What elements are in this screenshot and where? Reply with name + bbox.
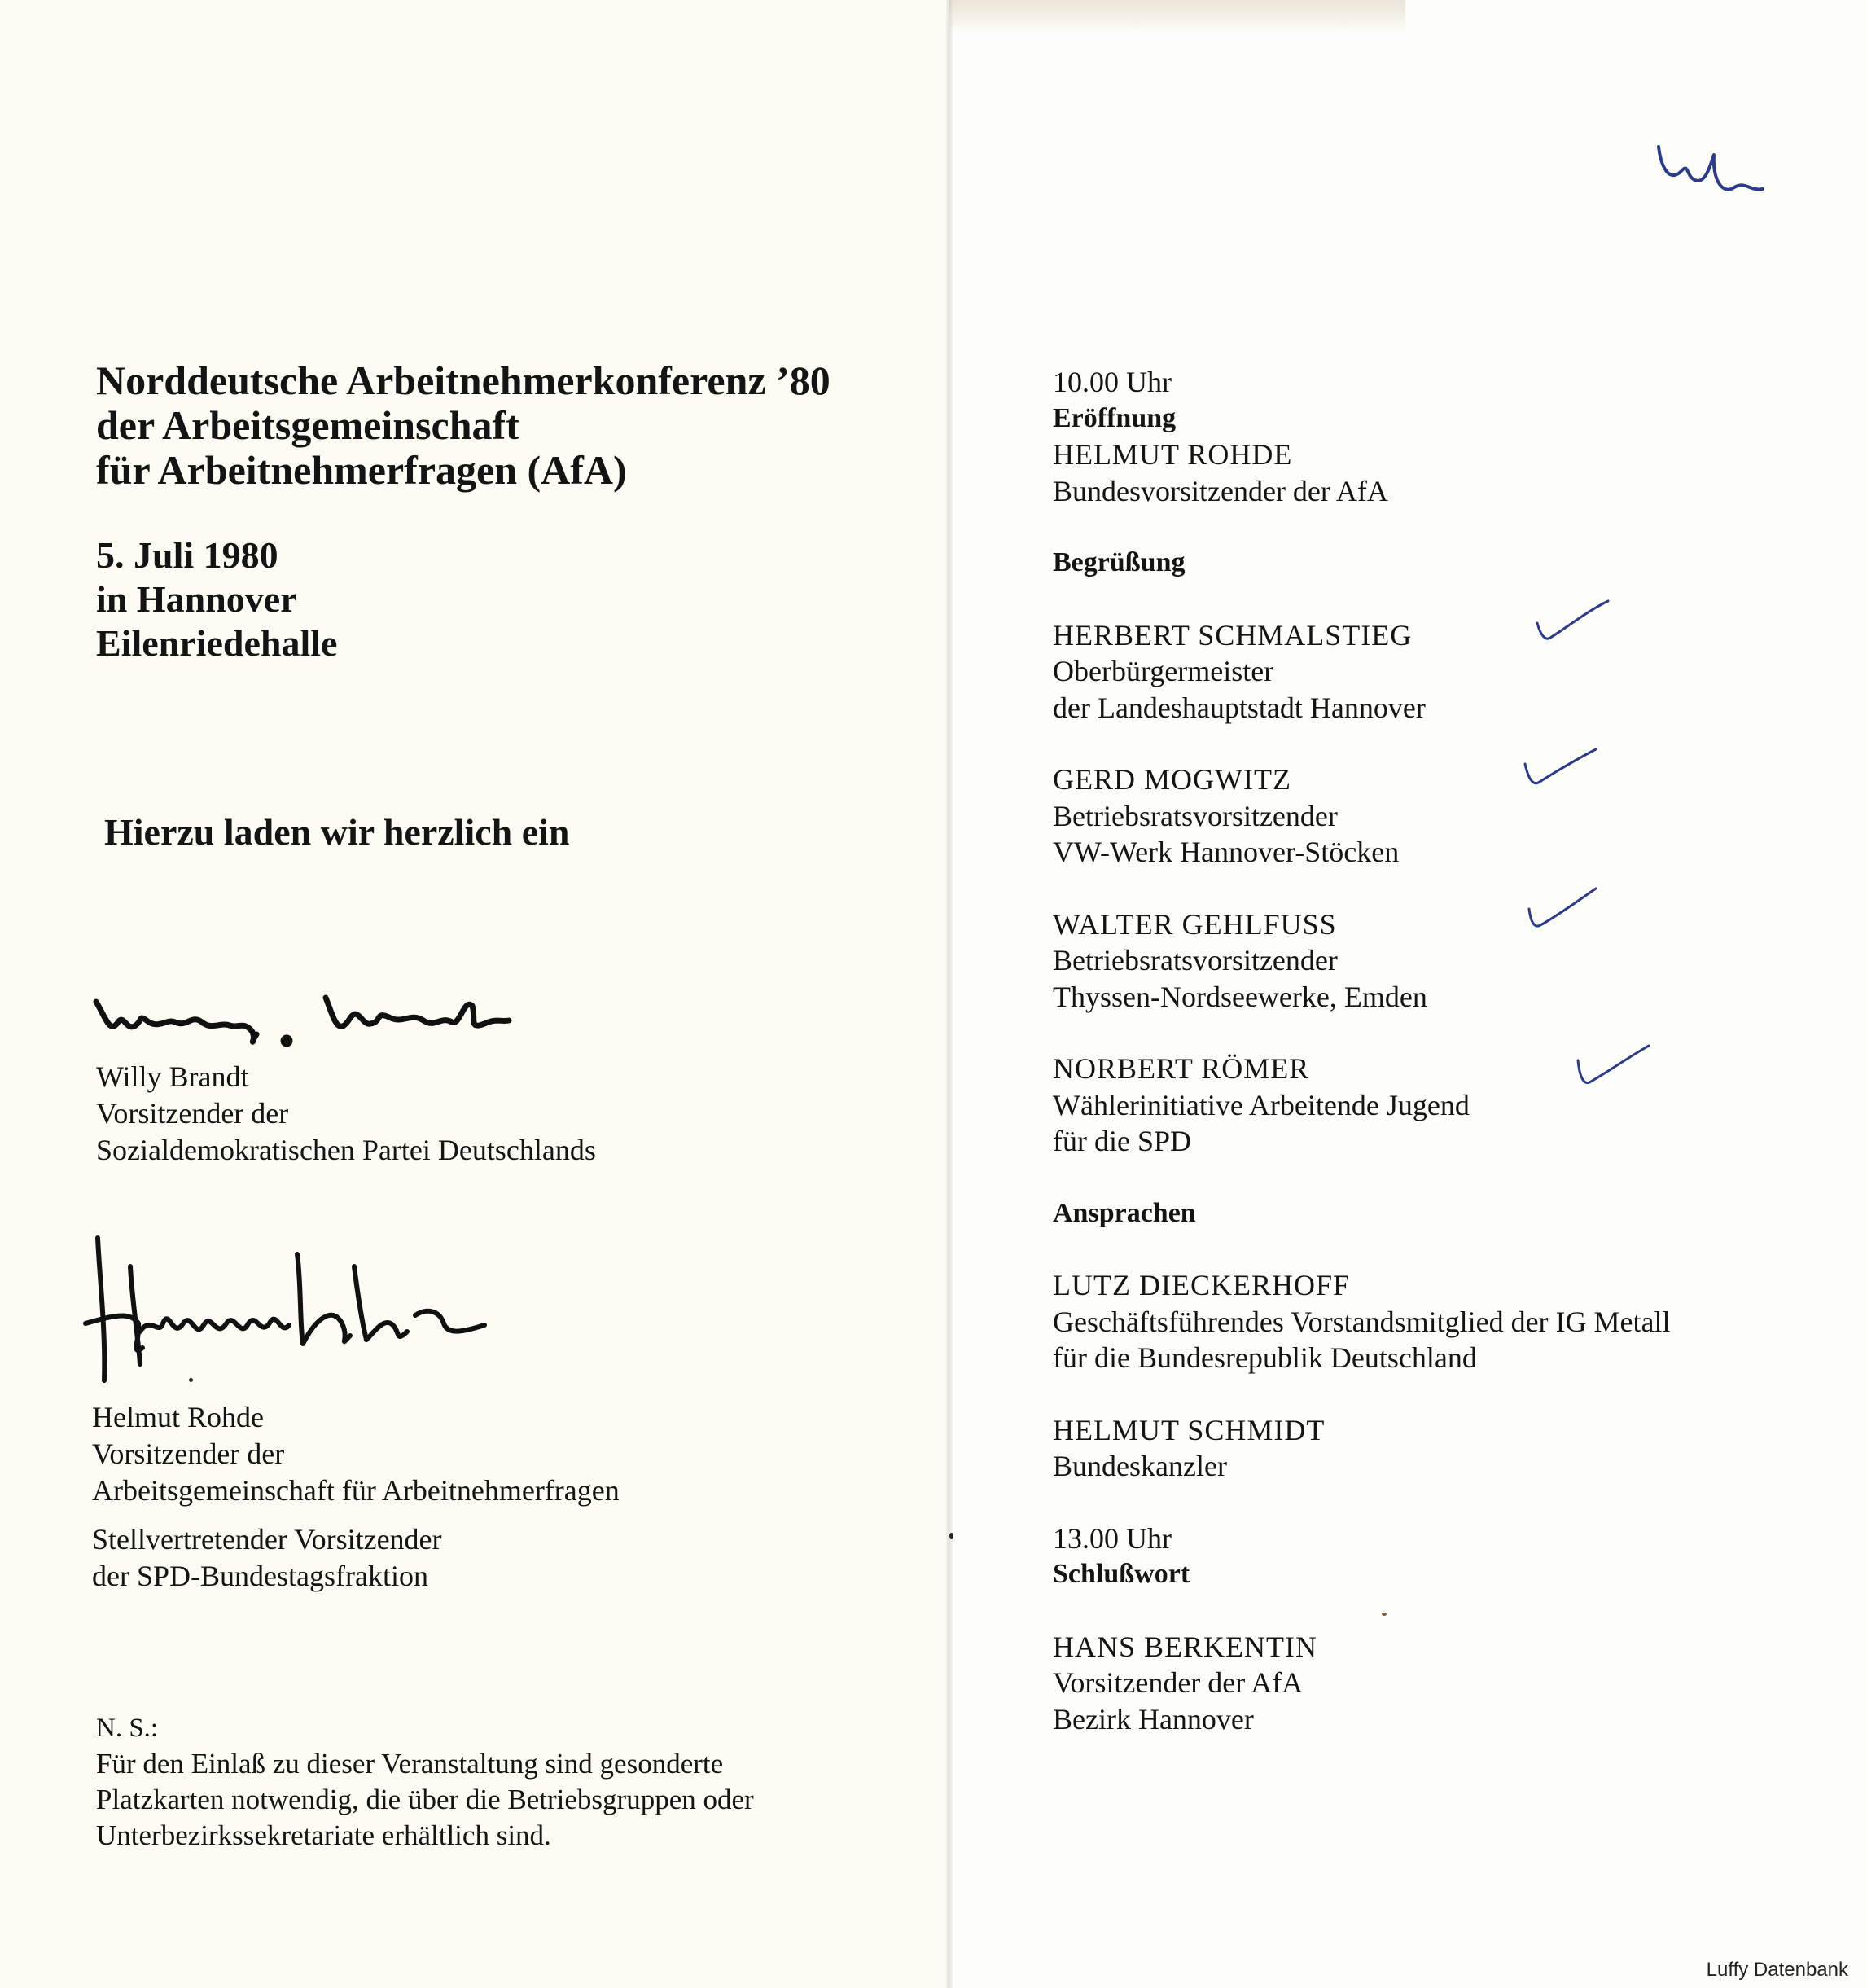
speaker-role: für die Bundesrepublik Deutschland	[1053, 1341, 1477, 1374]
admission-note	[96, 1710, 754, 1854]
signatory-2-role: Vorsitzender der	[92, 1437, 285, 1470]
speaker-name: NORBERT RÖMER	[1053, 1052, 1310, 1085]
event-date: 5. Juli 1980	[96, 534, 278, 576]
event-date-location	[96, 533, 337, 665]
section-heading-speeches: Ansprachen	[1053, 1197, 1196, 1228]
speaker-role: VW-Werk Hannover-Stöcken	[1053, 836, 1400, 868]
speaker-role: Wählerinitiative Arbeitende Jugend	[1053, 1088, 1470, 1121]
speaker-role: Thyssen-Nordseewerke, Emden	[1053, 980, 1427, 1013]
note-line: Für den Einlaß zu dieser Veranstaltung sind gesonderte	[96, 1748, 724, 1780]
paper-speck	[1382, 1613, 1387, 1616]
event-city: in Hannover	[96, 578, 297, 620]
speaker-role: für die SPD	[1053, 1125, 1191, 1157]
section-heading-closing: Schlußwort	[1053, 1559, 1190, 1589]
speaker-role: Oberbürgermeister	[1053, 655, 1274, 687]
signatory-1-role: Vorsitzender der	[96, 1097, 289, 1130]
page-fold	[946, 0, 953, 1988]
invitation-text: Hierzu laden wir herzlich ein	[104, 811, 570, 853]
signatory-2-role: Stellvertretender Vorsitzender	[92, 1523, 442, 1556]
paper-stain	[949, 0, 1405, 33]
speaker-name: GERD MOGWITZ	[1053, 763, 1291, 796]
event-venue: Eilenriedehalle	[96, 622, 338, 664]
note-line: Platzkarten notwendig, die über die Betriebsgruppen oder	[96, 1784, 754, 1815]
signatory-2-block	[92, 1399, 620, 1509]
speaker-role: Vorsitzender der AfA	[1053, 1666, 1304, 1699]
section-heading-opening: Eröffnung	[1053, 402, 1177, 433]
title-line: Norddeutsche Arbeitnehmerkonferenz ’80	[96, 358, 831, 403]
speaker-role: der Landeshauptstadt Hannover	[1053, 691, 1426, 724]
speaker-role: Betriebsratsvorsitzender	[1053, 944, 1338, 976]
speaker-name: HELMUT ROHDE	[1053, 438, 1293, 471]
note-label: N. S.:	[96, 1714, 159, 1743]
check-mark-icon	[1571, 1044, 1653, 1093]
speaker-name: HELMUT SCHMIDT	[1053, 1413, 1326, 1446]
conference-title	[96, 358, 831, 493]
title-line: für Arbeitnehmerfragen (AfA)	[96, 447, 627, 493]
check-mark-icon	[1519, 748, 1600, 797]
signatory-2-name: Helmut Rohde	[92, 1401, 264, 1433]
paper-speck	[949, 1533, 953, 1539]
speaker-name: WALTER GEHLFUSS	[1053, 907, 1337, 941]
speaker-name: LUTZ DIECKERHOFF	[1053, 1269, 1350, 1301]
signatory-1-name: Willy Brandt	[96, 1060, 249, 1093]
footer-credit: Luffy Datenbank	[1706, 1959, 1848, 1981]
paper-speck	[189, 1378, 193, 1382]
speaker-role: Bundesvorsitzender der AfA	[1053, 474, 1388, 507]
check-mark-icon	[1531, 599, 1612, 647]
speaker-name: HANS BERKENTIN	[1053, 1630, 1317, 1663]
speaker-role: Betriebsratsvorsitzender	[1053, 799, 1338, 832]
check-mark-icon	[1523, 886, 1604, 935]
signature-willy-brandt	[90, 973, 660, 1063]
note-line: Unterbezirkssekretariate erhältlich sind.	[96, 1819, 551, 1851]
speaker-name: HERBERT SCHMALSTIEG	[1053, 618, 1413, 652]
signatory-2-second-role	[92, 1521, 442, 1595]
handwritten-initials	[1649, 122, 1771, 220]
end-time: 13.00 Uhr	[1053, 1521, 1172, 1555]
speaker-role: Bezirk Hannover	[1053, 1702, 1254, 1736]
signatory-2-role: der SPD-Bundestagsfraktion	[92, 1560, 428, 1592]
speaker-role: Bundeskanzler	[1053, 1450, 1227, 1482]
speaker-role: Geschäftsführendes Vorstandsmitglied der IG Metall	[1053, 1305, 1671, 1338]
signature-helmut-rohde	[81, 1234, 505, 1389]
signatory-1-role: Sozialdemokratischen Partei Deutschlands	[96, 1134, 596, 1166]
start-time: 10.00 Uhr	[1053, 366, 1172, 398]
section-heading-welcome: Begrüßung	[1053, 547, 1186, 577]
signatory-2-role: Arbeitsgemeinschaft für Arbeitnehmerfragen	[92, 1474, 620, 1507]
signatory-1-block	[96, 1059, 596, 1169]
title-line: der Arbeitsgemeinschaft	[96, 402, 519, 448]
